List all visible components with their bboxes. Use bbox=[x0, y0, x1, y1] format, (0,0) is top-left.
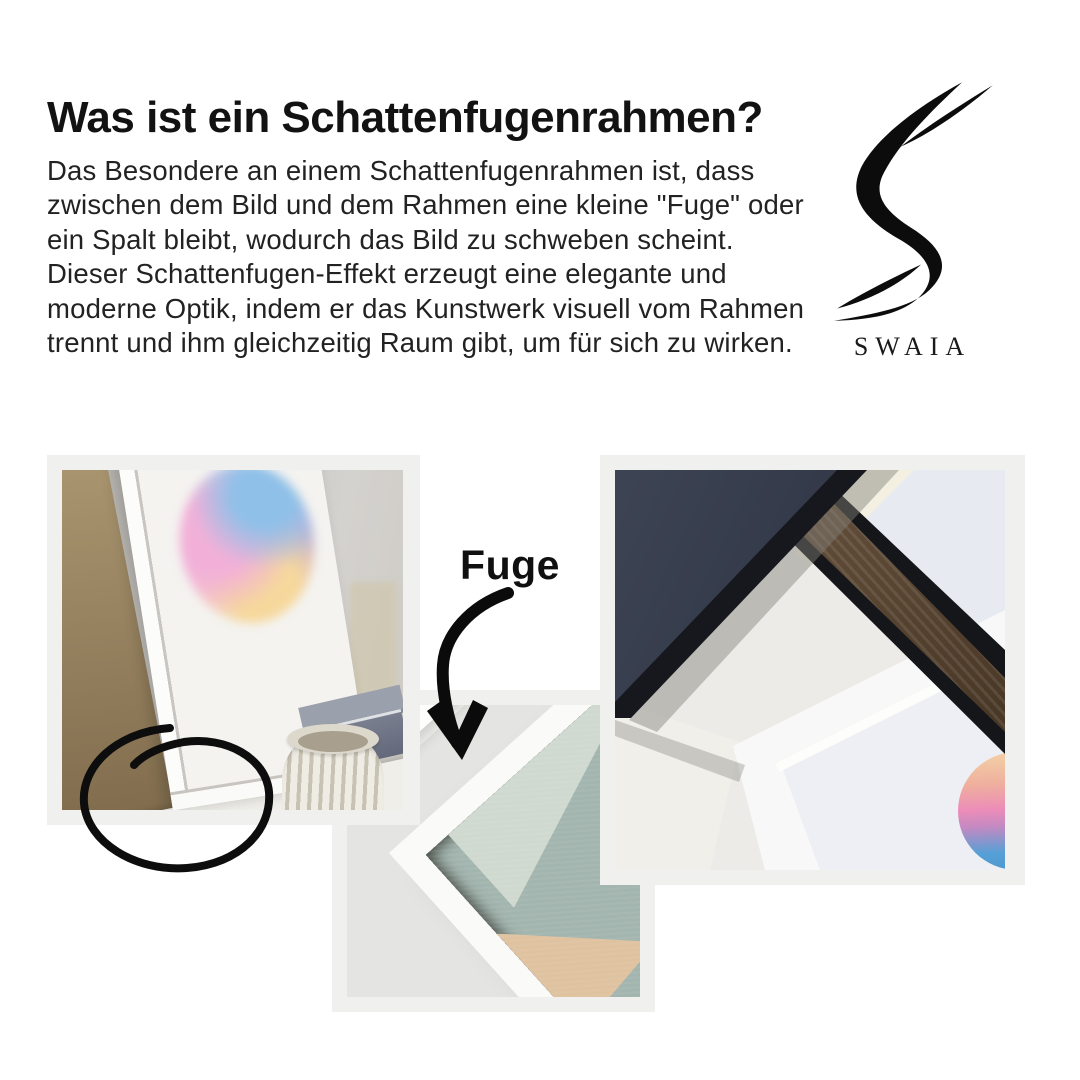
swaia-s-logo-icon bbox=[828, 72, 1004, 328]
brand-wordmark: SWAIA bbox=[853, 332, 972, 361]
vase-opening bbox=[298, 731, 368, 752]
photo-stacked-frames bbox=[615, 470, 1005, 870]
hand-drawn-circle-icon bbox=[75, 720, 280, 885]
panel-stacked-frames bbox=[600, 455, 1025, 885]
panel-leaning-frame bbox=[47, 455, 420, 825]
brush-arrow-down-icon bbox=[410, 583, 530, 778]
fuge-label: Fuge bbox=[460, 542, 560, 588]
page-title: Was ist ein Schattenfugenrahmen? bbox=[47, 93, 763, 143]
brand-logo bbox=[828, 70, 1004, 370]
pastel-gradient-circle-art bbox=[168, 470, 325, 633]
intro-paragraph: Das Besondere an einem Schattenfugenrahmen ist, dass zwischen dem Bild und dem Rahmen eine kleine "Fuge" oder ein Spalt bleibt, wodurch das Bild zu schweben scheint. Dieser Schattenfugen-Effekt erzeugt eine elegante und moderne Optik, indem er das Kunstwerk visuell vom Rahmen trennt und ihm gleichzeitig Raum gibt, um für sich zu wirken. bbox=[47, 154, 805, 358]
ribbed-vase bbox=[282, 730, 384, 810]
